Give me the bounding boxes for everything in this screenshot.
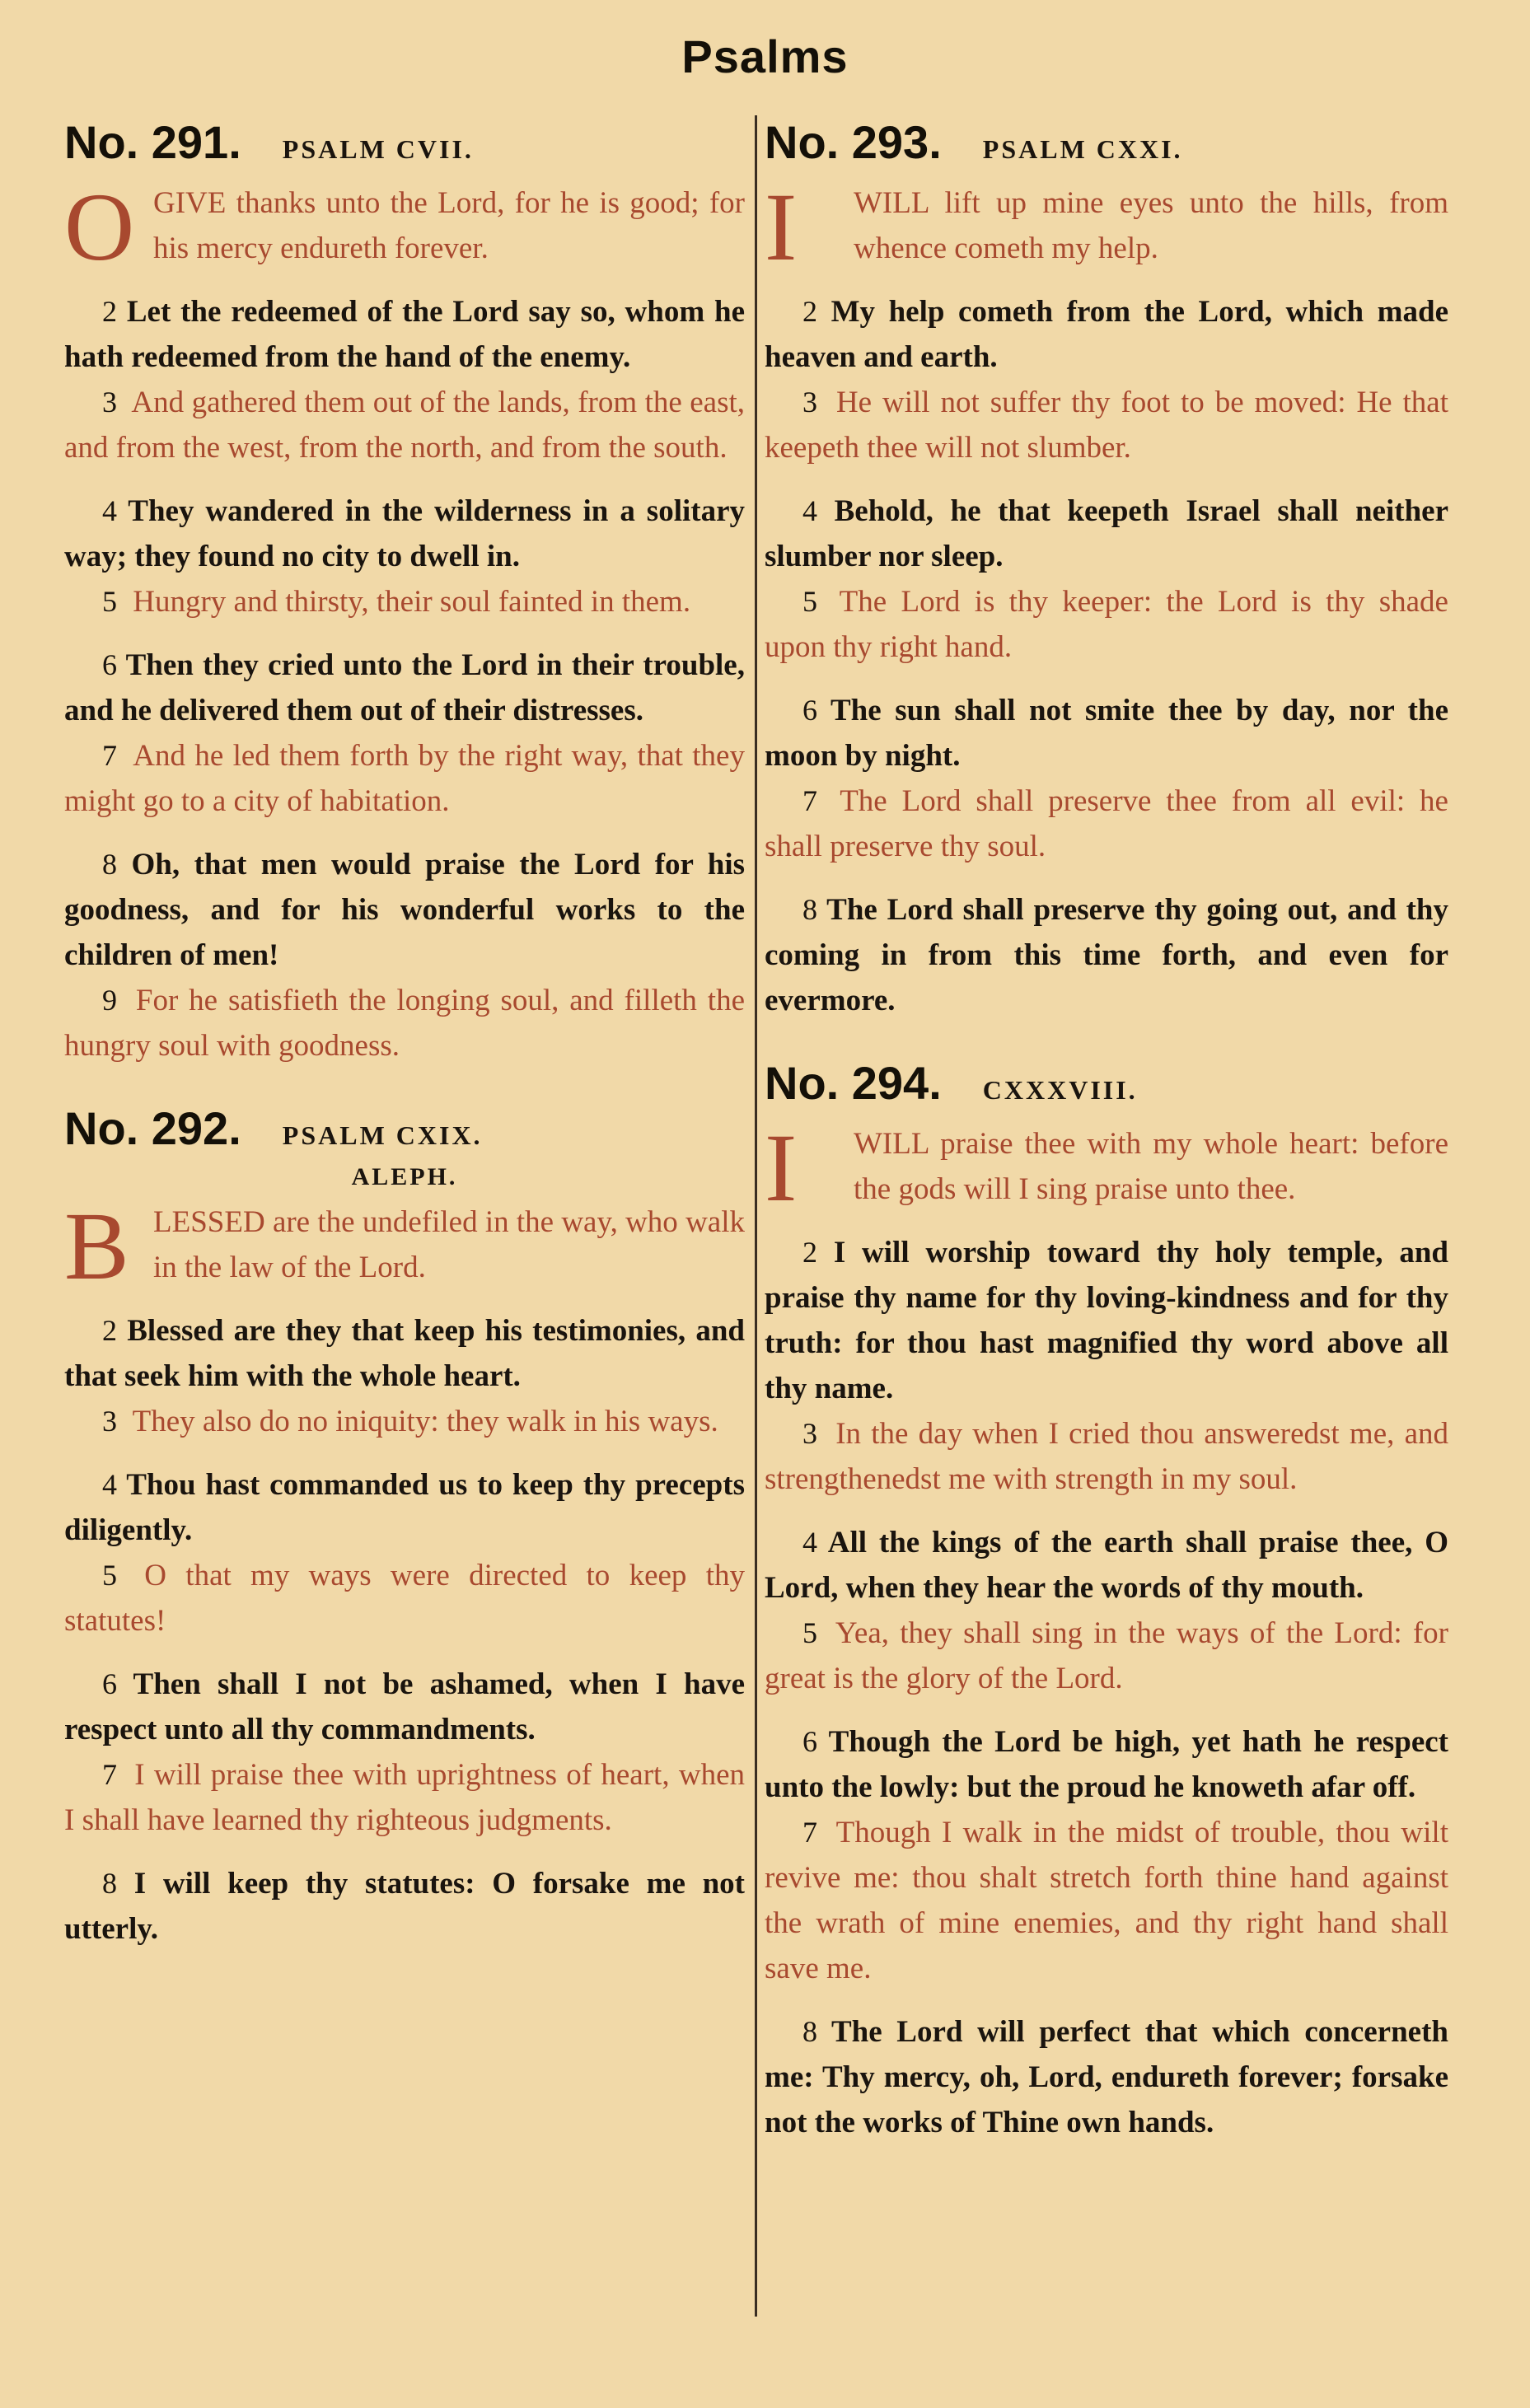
first-verse-text: WILL praise thee with my whole heart: before the gods will I sing praise unto thee. <box>854 1127 1448 1206</box>
verse <box>64 1462 745 1553</box>
verse-text: The Lord is thy keeper: the Lord is thy shade upon thy right hand. <box>765 585 1448 664</box>
first-verse-text: GIVE thanks unto the Lord, for he is good; for his mercy endureth forever. <box>153 186 745 265</box>
verse <box>765 1719 1448 1810</box>
verse-number: 8 <box>802 2015 817 2048</box>
hymn-number: No. 291. <box>64 116 241 168</box>
hymn <box>765 1056 1448 2145</box>
verse-text: Let the redeemed of the Lord say so, whom he hath redeemed from the hand of the enemy. <box>64 295 746 374</box>
verse <box>765 380 1448 470</box>
verse-number: 8 <box>802 893 817 926</box>
hymn-heading <box>64 1101 745 1155</box>
verse-number: 3 <box>102 1405 117 1438</box>
verse-text: Though the Lord be high, yet hath he respect unto the lowly: but the proud he knoweth afar off. <box>765 1725 1448 1804</box>
drop-cap: O <box>64 173 135 281</box>
verse-number: 2 <box>802 1236 817 1269</box>
verse <box>64 643 745 733</box>
hymn-heading <box>765 1056 1448 1110</box>
hymn-number: No. 294. <box>765 1057 942 1109</box>
verse-number: 3 <box>102 386 117 418</box>
drop-cap: I <box>765 173 798 281</box>
right-column <box>765 115 1448 2178</box>
page-title: Psalms <box>681 30 849 82</box>
verse <box>64 733 745 824</box>
first-verse-text: LESSED are the undefiled in the way, who walk in the law of the Lord. <box>153 1205 745 1284</box>
verse <box>765 579 1448 670</box>
verse-text: I will praise thee with uprightness of heart, when I shall have learned thy righteous judgments. <box>64 1758 746 1837</box>
verse <box>765 1810 1448 1991</box>
verse-text: I will keep thy statutes: O forsake me not utterly. <box>64 1867 746 1946</box>
verse-number: 6 <box>802 1725 817 1758</box>
verse-text: The Lord shall preserve thy going out, and thy coming in from this time forth, and even for evermore. <box>765 893 1448 1017</box>
verse-text: For he satisfieth the longing soul, and filleth the hungry soul with goodness. <box>64 984 746 1063</box>
verse-number: 5 <box>102 1559 117 1592</box>
verse-number: 6 <box>102 648 117 681</box>
verse <box>64 1553 745 1644</box>
first-verse <box>765 1114 1448 1222</box>
verse-text: All the kings of the earth shall praise thee, O Lord, when they hear the words of thy mouth. <box>765 1526 1448 1605</box>
verse-number: 2 <box>102 295 117 328</box>
verse-text: Yea, they shall sing in the ways of the Lord: for great is the glory of the Lord. <box>765 1616 1448 1695</box>
left-column <box>64 115 745 1985</box>
verse-number: 7 <box>102 739 117 772</box>
verse-number: 4 <box>802 494 817 527</box>
psalm-reference: PSALM CXXI. <box>982 134 1183 164</box>
verse-number: 6 <box>802 694 817 727</box>
hymn <box>64 115 745 1068</box>
verse <box>765 2009 1448 2145</box>
hymn <box>64 1101 745 1952</box>
first-verse <box>64 1192 745 1300</box>
verse <box>765 887 1448 1023</box>
verse <box>765 489 1448 579</box>
first-verse-text: WILL lift up mine eyes unto the hills, from whence cometh my help. <box>854 186 1448 265</box>
first-verse <box>765 173 1448 281</box>
verse <box>765 1611 1448 1701</box>
verse <box>765 688 1448 779</box>
verse-number: 5 <box>802 585 817 618</box>
verse-text: In the day when I cried thou answeredst me, and strengthenedst me with strength in my soul. <box>765 1417 1448 1496</box>
verse-text: Behold, he that keepeth Israel shall neither slumber nor sleep. <box>765 494 1449 573</box>
verse-number: 9 <box>102 984 117 1017</box>
verse-text: Then they cried unto the Lord in their trouble, and he delivered them out of their distresses. <box>64 648 745 727</box>
hymn-subheading: ALEPH. <box>351 1163 458 1190</box>
verse <box>765 1230 1448 1411</box>
verse <box>64 978 745 1068</box>
verse-number: 2 <box>102 1314 117 1347</box>
verse-text: Then shall I not be ashamed, when I have respect unto all thy commandments. <box>64 1667 745 1746</box>
hymn-number: No. 292. <box>64 1102 241 1154</box>
verse <box>765 1520 1448 1611</box>
verse <box>765 779 1448 869</box>
hymn-heading <box>765 115 1448 169</box>
verse-text: Hungry and thirsty, their soul fainted in them. <box>133 585 691 619</box>
verse-text: The sun shall not smite thee by day, nor the moon by night. <box>765 694 1448 773</box>
verse-text: He will not suffer thy foot to be moved: He that keepeth thee will not slumber. <box>765 386 1449 465</box>
verse-number: 6 <box>102 1667 117 1700</box>
verse-text: Though I walk in the midst of trouble, thou wilt revive me: thou shalt stretch forth thine hand against the wrath of mine enemies, and thy right hand shall save me. <box>765 1816 1448 1985</box>
verse <box>64 1308 745 1399</box>
verse-number: 2 <box>802 295 817 328</box>
verse-number: 7 <box>802 784 817 817</box>
drop-cap: I <box>765 1114 798 1222</box>
psalm-reference: PSALM CVII. <box>282 134 474 164</box>
verse-text: And gathered them out of the lands, from the east, and from the west, from the north, and from the south. <box>64 386 745 465</box>
verse <box>64 489 745 579</box>
verse <box>64 289 745 380</box>
verse-number: 8 <box>102 1867 117 1900</box>
verse-text: They also do no iniquity: they walk in his ways. <box>132 1405 718 1438</box>
verse-text: Oh, that men would praise the Lord for his goodness, and for his wonderful works to the children of men! <box>64 848 745 972</box>
verse-text: Blessed are they that keep his testimonies, and that seek him with the whole heart. <box>64 1314 745 1393</box>
verse-text: I will worship toward thy holy temple, and praise thy name for thy loving-kindness and for thy truth: for thou hast magnified thy word above all thy name. <box>765 1236 1449 1405</box>
verse <box>64 1861 745 1952</box>
verse <box>64 1399 745 1444</box>
verse-number: 7 <box>802 1816 817 1849</box>
verse-text: The Lord shall preserve thee from all evil: he shall preserve thy soul. <box>765 784 1448 863</box>
hymn-heading <box>64 115 745 169</box>
verse-text: The Lord will perfect that which concerneth me: Thy mercy, oh, Lord, endureth forever; forsake not the works of Thine own hands. <box>765 2015 1448 2139</box>
column-divider <box>755 115 757 2317</box>
first-verse <box>64 173 745 281</box>
verse-text: They wandered in the wilderness in a solitary way; they found no city to dwell in. <box>64 494 745 573</box>
verse <box>64 579 745 624</box>
verse-text: My help cometh from the Lord, which made heaven and earth. <box>765 295 1449 374</box>
verse-text: Thou hast commanded us to keep thy precepts diligently. <box>64 1468 745 1547</box>
verse-number: 5 <box>802 1616 817 1649</box>
psalm-reference: PSALM CXIX. <box>282 1120 483 1150</box>
verse-number: 8 <box>102 848 117 881</box>
psalm-reference: CXXXVIII. <box>982 1075 1138 1105</box>
verse-number: 4 <box>802 1526 817 1559</box>
hymn-number: No. 293. <box>765 116 942 168</box>
verse-number: 3 <box>802 386 817 418</box>
verse-text: O that my ways were directed to keep thy statutes! <box>64 1559 745 1638</box>
verse <box>64 1752 745 1843</box>
verse-number: 4 <box>102 1468 117 1501</box>
verse-text: And he led them forth by the right way, that they might go to a city of habitation. <box>64 739 745 818</box>
hymn <box>765 115 1448 1023</box>
verse-number: 4 <box>102 494 117 527</box>
verse <box>64 1662 745 1752</box>
verse-number: 5 <box>102 585 117 618</box>
drop-cap: B <box>64 1192 129 1300</box>
verse <box>64 380 745 470</box>
verse-number: 3 <box>802 1417 817 1450</box>
verse <box>765 289 1448 380</box>
verse <box>64 842 745 978</box>
verse-number: 7 <box>102 1758 117 1791</box>
verse <box>765 1411 1448 1502</box>
